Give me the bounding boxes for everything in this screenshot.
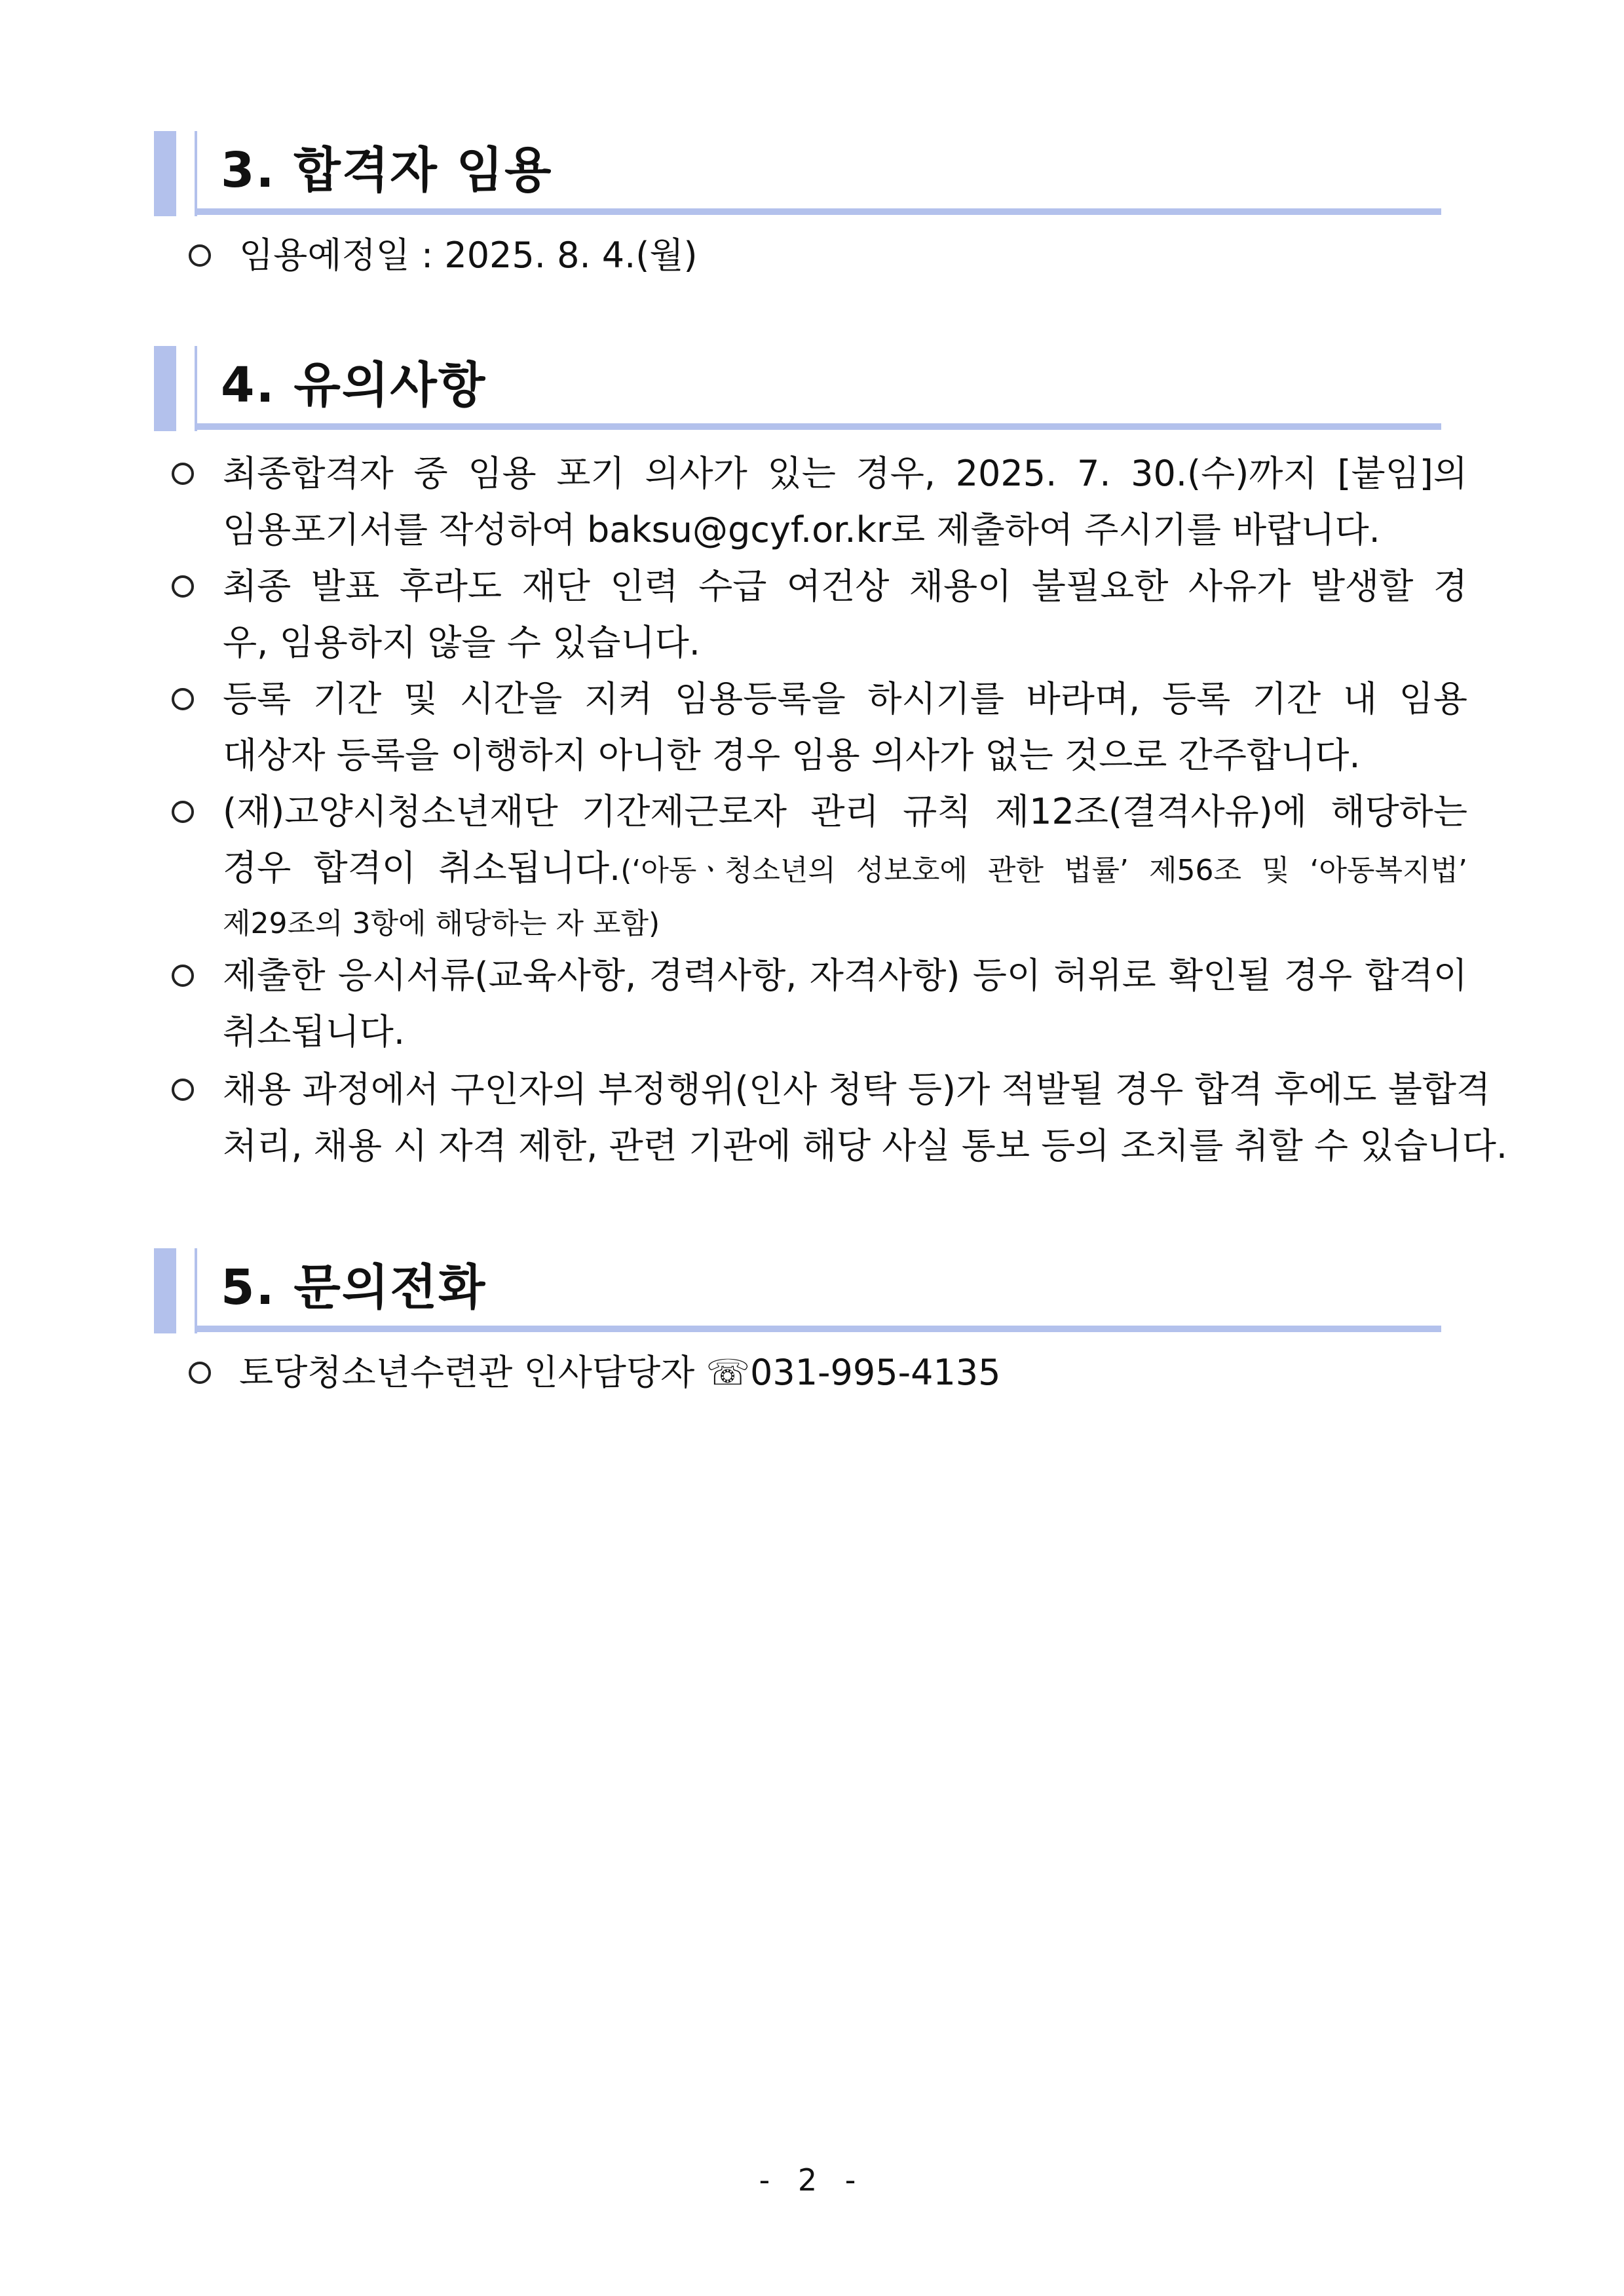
note-line: 대상자 등록을 이행하지 아니한 경우 임용 의사가 없는 것으로 간주합니다. bbox=[223, 735, 1361, 776]
section-title: 5. 문의전화 bbox=[221, 1259, 487, 1316]
note-legal-reference: (‘아동ㆍ청소년의 성보호에 관한 법률’ 제56조 및 ‘아동복지법’ bbox=[620, 854, 1467, 887]
note-item bbox=[223, 947, 1467, 1060]
note-item bbox=[223, 558, 1467, 671]
section-divider-horizontal bbox=[195, 1326, 1441, 1332]
section-header-notes bbox=[154, 346, 1441, 431]
section-accent-bar bbox=[154, 1248, 176, 1333]
circle-bullet-icon bbox=[172, 965, 194, 987]
note-legal-reference-tail: 제29조의 3항에 해당하는 자 포함) bbox=[223, 907, 660, 940]
circle-bullet-icon bbox=[189, 244, 211, 267]
circle-bullet-icon bbox=[172, 1079, 194, 1101]
note-line: 임용포기서를 작성하여 baksu@gcyf.or.kr로 제출하여 주시기를 바랍니다. bbox=[223, 509, 1380, 550]
contact-phone-text: 토당청소년수련관 인사담당자 ☏031-995-4135 bbox=[239, 1352, 1001, 1393]
note-line: 우, 임용하지 않을 수 있습니다. bbox=[223, 622, 700, 663]
note-line: (재)고양시청소년재단 기간제근로자 관리 규칙 제12조(결격사유)에 해당하는 bbox=[223, 791, 1467, 832]
note-line: 채용 과정에서 구인자의 부정행위(인사 청탁 등)가 적발될 경우 합격 후에도 불합격 bbox=[223, 1069, 1491, 1110]
note-item bbox=[223, 446, 1467, 558]
circle-bullet-icon bbox=[172, 801, 194, 823]
note-line: 최종 발표 후라도 재단 인력 수급 여건상 채용이 불필요한 사유가 발생할 경 bbox=[223, 565, 1467, 607]
note-line bbox=[223, 840, 1467, 899]
appointment-date-text: 임용예정일 : 2025. 8. 4.(월) bbox=[239, 235, 698, 276]
section-divider-vertical bbox=[195, 346, 197, 431]
circle-bullet-icon bbox=[172, 575, 194, 598]
circle-bullet-icon bbox=[172, 463, 194, 485]
section-accent-bar bbox=[154, 131, 176, 216]
section-title: 3. 합격자 임용 bbox=[221, 142, 553, 199]
section-title: 4. 유의사항 bbox=[221, 357, 487, 413]
note-item bbox=[223, 784, 1467, 949]
section-divider-horizontal bbox=[195, 208, 1441, 215]
note-item bbox=[223, 1062, 1508, 1174]
note-line: 처리, 채용 시 자격 제한, 관련 기관에 해당 사실 통보 등의 조치를 취할 수 있습니다. bbox=[223, 1125, 1508, 1166]
note-line: 제출한 응시서류(교육사항, 경력사항, 자격사항) 등이 허위로 확인될 경우 합격이 bbox=[223, 955, 1467, 996]
note-line: 최종합격자 중 임용 포기 의사가 있는 경우, 2025. 7. 30.(수)까지 [붙임]의 bbox=[223, 453, 1467, 494]
circle-bullet-icon bbox=[172, 688, 194, 710]
section-header-contact bbox=[154, 1248, 1441, 1333]
note-line: 취소됩니다. bbox=[223, 1011, 405, 1052]
section-accent-bar bbox=[154, 346, 176, 431]
page-number: - 2 - bbox=[759, 2162, 865, 2198]
circle-bullet-icon bbox=[189, 1362, 211, 1384]
note-line: 등록 기간 및 시간을 지켜 임용등록을 하시기를 바라며, 등록 기간 내 임용 bbox=[223, 678, 1467, 719]
section-header-appointment bbox=[154, 131, 1441, 216]
note-item bbox=[223, 671, 1467, 784]
section-divider-vertical bbox=[195, 131, 197, 216]
section-divider-vertical bbox=[195, 1248, 197, 1333]
note-line-main: 경우 합격이 취소됩니다. bbox=[223, 847, 621, 889]
section-divider-horizontal bbox=[195, 423, 1441, 430]
